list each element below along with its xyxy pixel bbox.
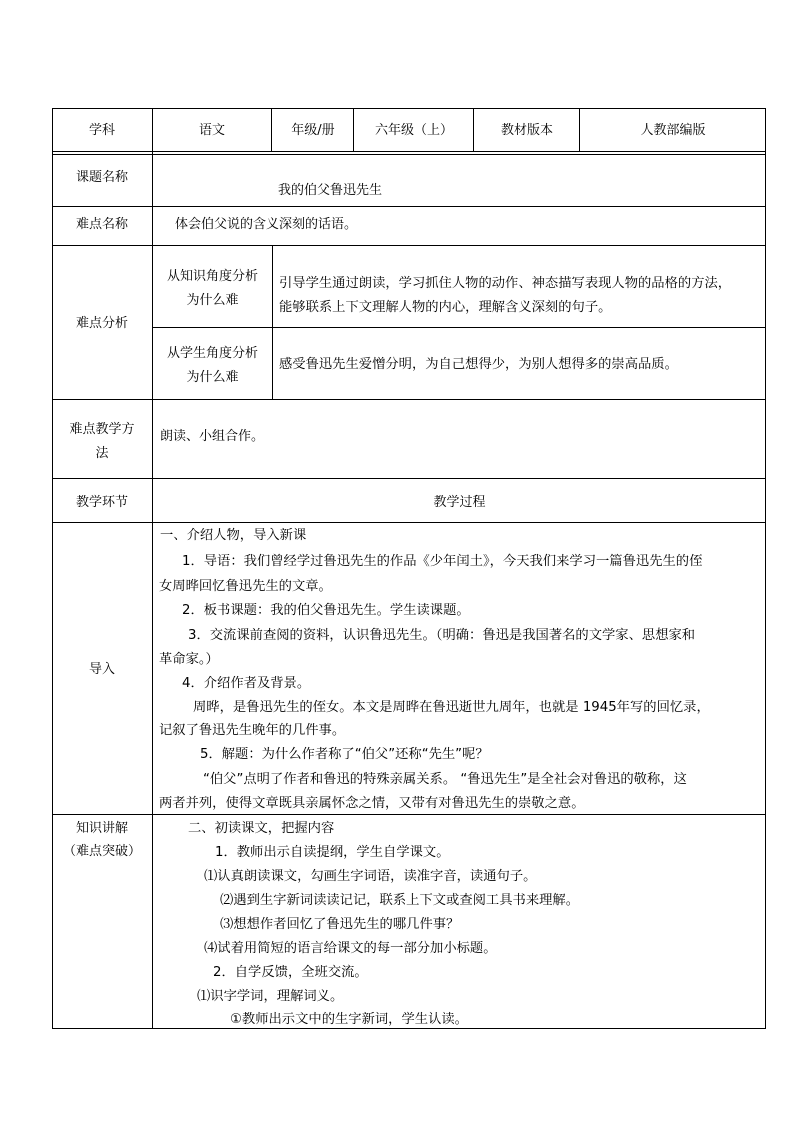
knowledge-line: 二、初读课文，把握内容: [188, 821, 335, 836]
difficulty-value: 体会伯父说的含义深刻的话语。: [175, 217, 358, 232]
subject-label: 学科: [88, 123, 115, 138]
row-divider: [152, 327, 766, 328]
row-divider: [52, 245, 766, 246]
row-divider: [52, 206, 766, 207]
edition-value: 人教部编版: [640, 123, 706, 138]
row-divider: [52, 151, 766, 152]
method-label: 法: [95, 446, 109, 461]
student-angle-label: 从学生角度分析: [166, 346, 258, 361]
col-divider: [52, 108, 53, 1029]
row-divider: [52, 108, 766, 109]
knowledge-line: 1．教师出示自读提纲，学生自学课文。: [215, 845, 450, 860]
knowledge-label: 知识讲解: [75, 821, 128, 836]
intro-label: 导入: [88, 662, 115, 677]
knowledge-angle-text: 引导学生通过朗读，学习抓住人物的动作、神态描写表现人物的品格的方法，: [279, 276, 732, 291]
lesson-title-value: 我的伯父鲁迅先生: [278, 183, 383, 198]
knowledge-line: 2．自学反馈，全班交流。: [213, 965, 368, 980]
edition-label: 教材版本: [500, 123, 553, 138]
intro-line: 2．板书课题：我的伯父鲁迅先生。学生读课题。: [182, 603, 470, 618]
method-label: 难点教学方: [69, 422, 135, 437]
intro-line: 1．导语：我们曾经学过鲁迅先生的作品《少年闰土》，今天我们来学习一篇鲁迅先生的侄: [182, 554, 703, 569]
intro-line: 两者并列，使得文章既具亲属怀念之情，又带有对鲁迅先生的崇敬之意。: [159, 796, 585, 811]
intro-line: 5．解题：为什么作者称了“伯父”还称“先生”呢？: [200, 747, 489, 762]
grade-label: 年级/册: [291, 123, 335, 138]
subject-value: 语文: [198, 123, 225, 138]
intro-line: 一、介绍人物，导入新课: [160, 528, 307, 543]
intro-line: 3．交流课前查阅的资料，认识鲁迅先生。（明确：鲁迅是我国著名的文学家、思想家和: [188, 628, 696, 643]
knowledge-line: ⑶想想作者回忆了鲁迅先生的哪几件事？: [220, 917, 460, 932]
row-divider: [52, 154, 766, 155]
intro-line: “伯父”点明了作者和鲁迅的特殊亲属关系。 “鲁迅先生”是全社会对鲁迅的敬称，这: [203, 772, 687, 787]
analysis-label: 难点分析: [75, 316, 128, 331]
intro-line: 革命家。）: [159, 652, 219, 667]
col-divider: [152, 108, 153, 1029]
knowledge-line: ⑵遇到生字新词读读记记，联系上下文或查阅工具书来理解。: [220, 893, 580, 908]
difficulty-label: 难点名称: [75, 217, 128, 232]
knowledge-angle-label: 从知识角度分析: [166, 269, 258, 284]
method-value: 朗读、小组合作。: [160, 429, 265, 444]
row-divider: [52, 814, 766, 815]
intro-line: 周晔，是鲁迅先生的侄女。本文是周晔在鲁迅逝世九周年，也就是 1945年写的回忆录，: [193, 700, 710, 715]
col-divider: [272, 245, 273, 399]
process-header: 教学过程: [433, 495, 486, 510]
intro-line: 记叙了鲁迅先生晚年的几件事。: [159, 723, 346, 738]
lesson-title-label: 课题名称: [75, 170, 128, 185]
knowledge-line: ⑷试着用简短的语言给课文的每一部分加小标题。: [204, 941, 497, 956]
student-angle-text: 感受鲁迅先生爱憎分明，为自己想得少，为别人想得多的崇高品质。: [279, 357, 678, 372]
knowledge-line: ⑴识字学词，理解词义。: [197, 989, 344, 1004]
row-divider: [52, 478, 766, 479]
intro-line: 4．介绍作者及背景。: [182, 676, 311, 691]
row-divider: [52, 522, 766, 523]
col-divider: [765, 108, 766, 1029]
row-divider: [52, 399, 766, 400]
knowledge-angle-text: 能够联系上下文理解人物的内心，理解含义深刻的句子。: [279, 300, 612, 315]
knowledge-angle-label: 为什么难: [186, 293, 239, 308]
intro-line: 女周晔回忆鲁迅先生的文章。: [159, 579, 332, 594]
step-header: 教学环节: [75, 495, 128, 510]
grade-value: 六年级（上）: [374, 123, 453, 138]
student-angle-label: 为什么难: [186, 370, 239, 385]
knowledge-line: ⑴认真朗读课文，勾画生字词语，读准字音，读通句子。: [204, 869, 537, 884]
knowledge-label: （难点突破）: [62, 844, 141, 859]
knowledge-line: ①教师出示文中的生字新词，学生认读。: [230, 1012, 468, 1027]
